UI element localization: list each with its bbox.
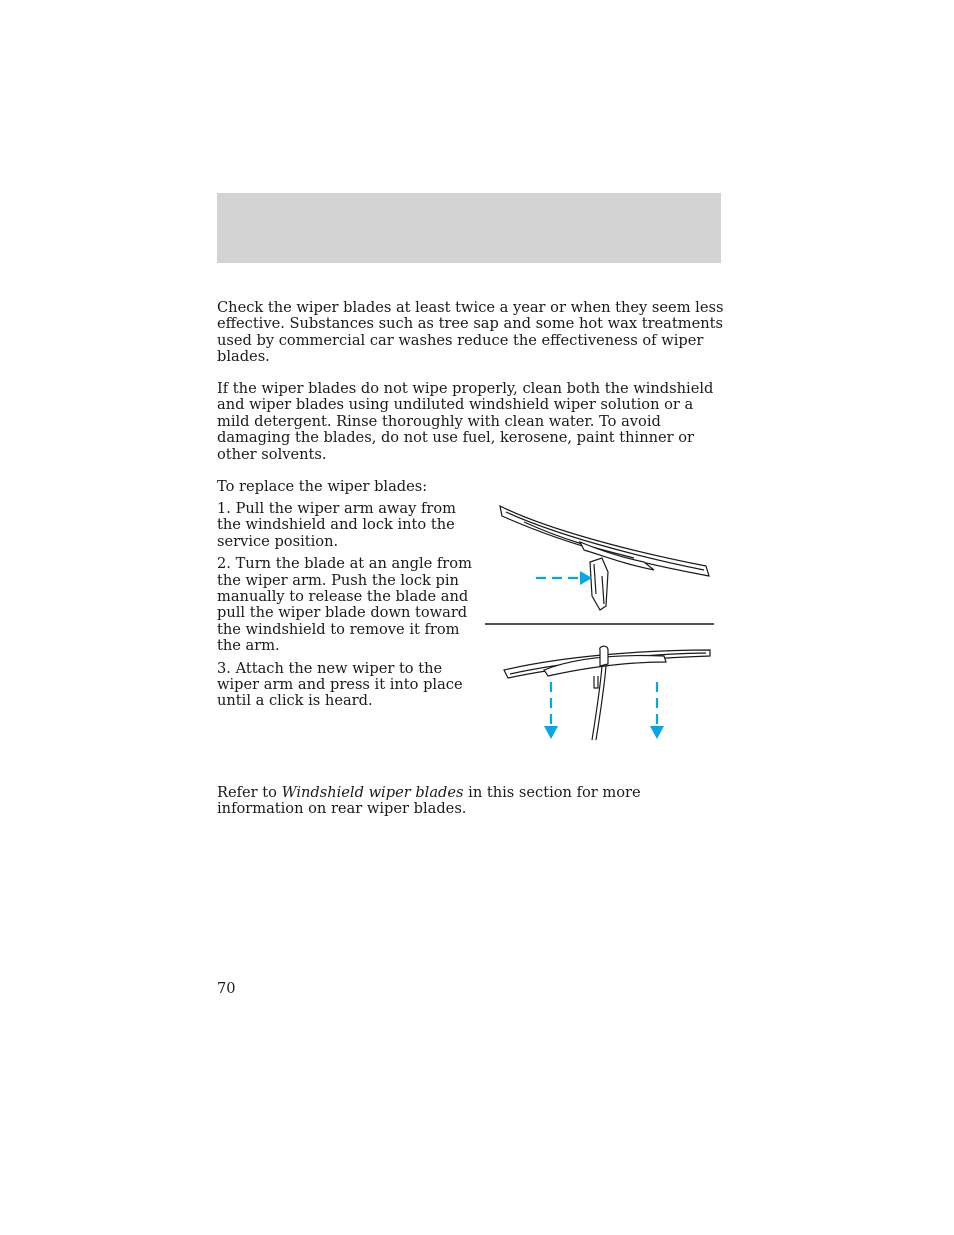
replace-step-3: 3. Attach the new wiper to the wiper arm and press it into place until a click is heard. — [217, 659, 463, 710]
refer-link-text: Windshield wiper blades — [281, 784, 464, 801]
press-down-arrow-icon-left — [544, 682, 558, 739]
refer-suffix: in this section for more information on rear wiper blades. — [217, 784, 641, 818]
blade-removal-drawing — [500, 506, 709, 610]
wiper-blade-illustration — [484, 500, 716, 745]
replace-step-1: 1. Pull the wiper arm away from the windshield and lock into the service position. — [217, 500, 456, 550]
wiper-check-paragraph: Check the wiper blades at least twice a year or when they seem less effective. Substances such as tree sap and some hot wax treatments used by commercial car washes reduce the effectiveness of wiper blades. — [217, 299, 724, 366]
replace-intro: To replace the wiper blades: — [217, 478, 428, 495]
replace-steps-list — [217, 501, 479, 716]
blade-attach-drawing — [504, 646, 710, 740]
wiper-clean-paragraph: If the wiper blades do not wipe properly, clean both the windshield and wiper blades using undiluted windshield wiper solution or a mild detergent. Rinse thoroughly with clean water. To avoid damaging the blades, do not use fuel, kerosene, paint thinner or other solvents. — [217, 380, 714, 463]
section-header-band — [217, 193, 721, 263]
push-arrow-icon — [536, 571, 592, 585]
refer-paragraph — [217, 785, 727, 818]
replace-step-2: 2. Turn the blade at an angle from the wiper arm. Push the lock pin manually to release the blade and pull the wiper blade down toward the windshield to remove it from the arm. — [217, 555, 472, 655]
page-number: 70 — [217, 980, 236, 997]
refer-prefix: Refer to — [217, 784, 282, 801]
press-down-arrow-icon-right — [650, 682, 664, 739]
